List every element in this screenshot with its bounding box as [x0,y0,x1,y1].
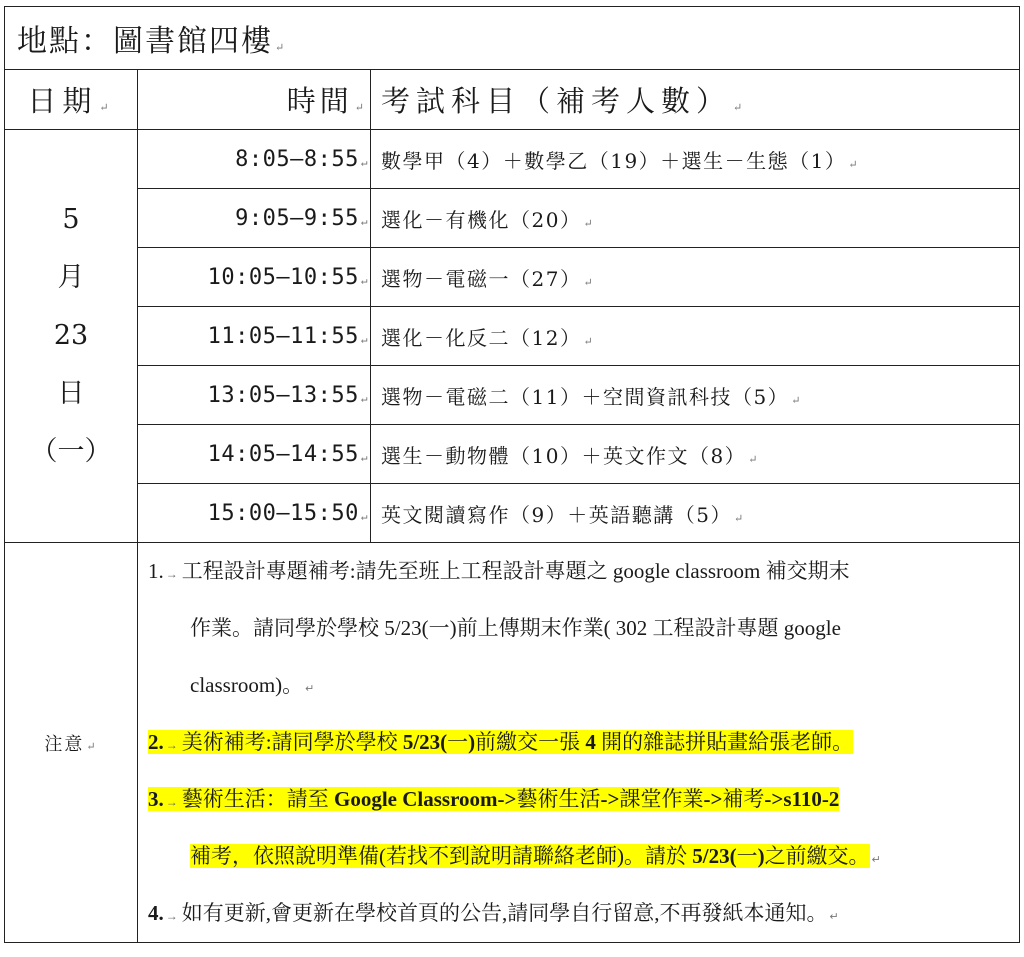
note-3-text-end: 之前繳交。 [764,844,870,868]
time-cell [138,307,371,366]
subject-text: 選生－動物體（10）＋英文作文（8） [381,443,747,468]
paragraph-mark-icon: ↵ [305,683,315,695]
time-text: 10:05—10:55 [207,264,359,290]
note-2-highlight [148,730,853,754]
time-cell [138,189,371,248]
header-subject [371,70,1020,130]
note-1-number: 1. [148,559,164,583]
note-4-number: 4. [148,901,164,925]
location-text: 地點：圖書館四樓 [17,24,273,59]
paragraph-mark-icon: ↵ [275,41,287,54]
note-1-line-2 [138,600,1019,657]
paragraph-mark-icon: ↵ [791,393,802,407]
paragraph-mark-icon: ↵ [583,334,595,348]
paragraph-mark-icon: ↵ [360,391,368,405]
schedule-row [5,484,1020,543]
paragraph-mark-icon: ↵ [733,511,745,525]
header-subject-label: 考試科目（補考人數） [381,84,732,118]
note-3-path-2: 藝術生活 [516,787,601,811]
note-3-path-7: ->s110-2 [764,787,840,811]
paragraph-mark-icon: ↵ [360,155,368,169]
time-cell [138,130,371,189]
subject-text: 選化－有機化（20） [381,207,582,232]
note-2-date: 5/23( [402,730,448,754]
note-1-text-cont: 作業。請同學於學校 5/23(一)前上傳期末作業( 302 工程設計專題 google [190,616,841,640]
subject-text: 選物－電磁二（11）＋空間資訊科技（5） [381,384,790,409]
time-text: 14:05—14:55 [207,441,359,467]
date-line: 23 [53,320,89,351]
note-1-line-3 [138,657,1019,714]
note-1-text: 工程設計專題補考:請先至班上工程設計專題之 google classroom 補交期末 [181,559,850,583]
tab-arrow-icon: → [165,738,178,752]
note-3-text: 藝術生活：請至 [181,787,334,811]
paragraph-mark-icon: ↵ [360,509,368,523]
notes-label-cell [5,543,138,943]
location-cell [5,7,1020,70]
date-cell [5,130,138,543]
tab-arrow-icon: → [165,909,178,923]
schedule-row [5,366,1020,425]
subject-text: 選化－化反二（12） [381,325,582,350]
date-line: 日 [57,378,85,409]
time-cell [138,484,371,543]
note-2-text: 美術補考:請同學於學校 [181,730,403,754]
note-2-line [138,714,1019,771]
note-3-highlight-2 [190,844,870,868]
time-text: 15:00—15:50 [207,500,359,526]
note-3-path-6: 補考 [722,787,765,811]
note-4-line [138,885,1019,942]
note-3-path-4: 課堂作業 [619,787,704,811]
location-row [5,7,1020,70]
note-3-path-5: -> [703,787,723,811]
tab-arrow-icon: → [165,567,178,581]
subject-cell [371,366,1020,425]
schedule-row [5,425,1020,484]
note-1-text-end: classroom)。 [190,673,304,697]
subject-text: 英文閱讀寫作（9）＋英語聽講（5） [381,502,732,527]
subject-cell [371,248,1020,307]
note-2-period: 。 [832,730,854,754]
note-3-highlight [148,787,839,811]
notes-cell [138,543,1020,943]
header-time-label: 時間 [286,84,353,118]
subject-cell [371,307,1020,366]
paragraph-mark-icon: ↵ [360,273,368,287]
paragraph-mark-icon: ↵ [583,216,595,230]
time-cell [138,425,371,484]
note-3-path-3: -> [600,787,620,811]
header-date [5,70,138,130]
schedule-row [5,248,1020,307]
paragraph-mark-icon: ↵ [99,101,115,114]
note-3-line-1 [138,771,1019,828]
time-text: 9:05—9:55 [235,205,359,231]
note-3-number: 3. [148,787,164,811]
note-2-paren: ) [468,730,476,754]
paragraph-mark-icon: ↵ [86,739,98,753]
paragraph-mark-icon: ↵ [360,450,368,464]
time-cell [138,248,371,307]
subject-cell [371,130,1020,189]
note-3-text-cont: 補考，依照說明準備(若找不到說明請聯絡老師)。請於 [190,844,693,868]
subject-text: 數學甲（4）＋數學乙（19）＋選生－生態（1） [381,148,847,173]
note-3-path-1: Google Classroom-> [334,787,517,811]
paragraph-mark-icon: ↵ [733,101,749,114]
notes-row [5,543,1020,943]
note-2-text-2: 前繳交一張 [475,730,586,754]
schedule-row [5,307,1020,366]
note-1-line-1 [138,543,1019,600]
paragraph-mark-icon: ↵ [829,911,839,923]
header-row [5,70,1020,130]
time-cell [138,366,371,425]
subject-text: 選物－電磁一（27） [381,266,582,291]
paragraph-mark-icon: ↵ [360,214,368,228]
schedule-table [4,6,1020,943]
date-line: 5 [62,204,80,235]
note-2-weekday: 一 [447,730,469,754]
date-line: 月 [57,262,85,293]
paragraph-mark-icon: ↵ [748,452,759,466]
time-text: 8:05—8:55 [235,146,359,172]
tab-arrow-icon: → [165,795,178,809]
note-2-text-3: 開的雜誌拼貼畫給張老師 [595,730,833,754]
note-3-weekday: 一 [736,844,758,868]
schedule-row [5,189,1020,248]
paragraph-mark-icon: ↵ [848,157,860,171]
note-2-size: 4 [585,730,596,754]
subject-cell [371,484,1020,543]
note-4-text: 如有更新,會更新在學校首頁的公告,請同學自行留意,不再發紙本通知。 [181,901,828,925]
time-text: 11:05—11:55 [207,323,359,349]
note-3-paren: ) [757,844,765,868]
paragraph-mark-icon: ↵ [360,332,368,346]
paragraph-mark-icon: ↵ [583,275,595,289]
note-3-line-2 [138,828,1019,885]
note-3-date: 5/23( [692,844,737,868]
note-2-number: 2. [148,730,164,754]
notes-label: 注意 [44,733,85,755]
schedule-row [5,130,1020,189]
exam-schedule-document [4,6,1019,952]
paragraph-mark-icon: ↵ [354,101,368,114]
header-time [138,70,371,130]
time-text: 13:05—13:55 [207,382,359,408]
subject-cell [371,189,1020,248]
subject-cell [371,425,1020,484]
paragraph-mark-icon: ↵ [871,854,881,866]
header-date-label: 日期 [27,84,98,118]
date-line: （一） [30,436,112,467]
